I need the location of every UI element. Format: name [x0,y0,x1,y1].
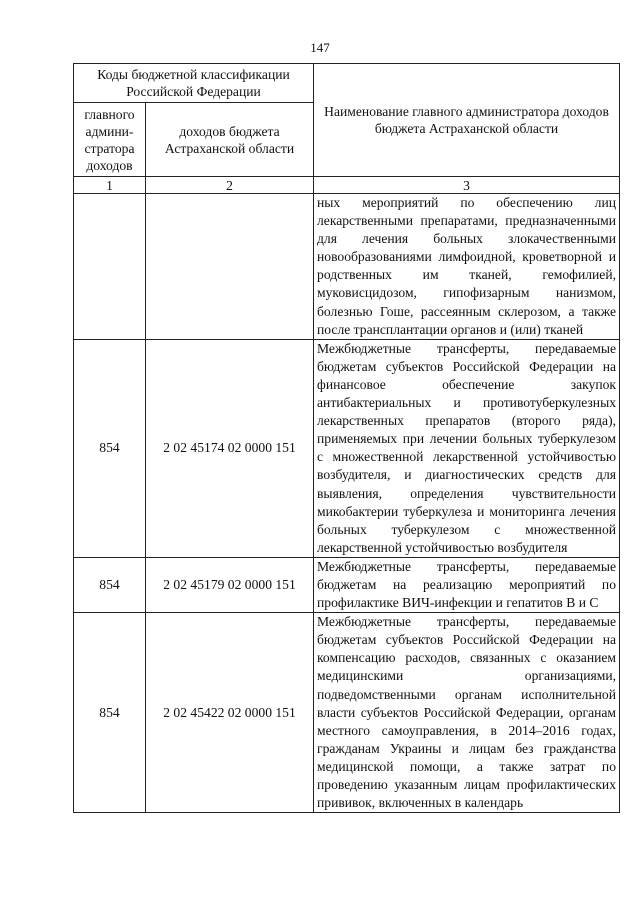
table-row [74,339,620,557]
income-code-cell [146,194,314,340]
income-column-header: доходов бюджета Астраханской области [146,103,314,177]
column-number: 1 [74,177,146,194]
admin-code-cell: 854 [74,557,146,612]
description-cell: Межбюджетные трансферты, передаваемые бюджетам субъектов Российской Федерации на компенсацию расходов, связанных с оказанием медицинскими организациями, подведомственными органам исполнительной власти субъектов Российской Федерации, органам местного самоуправления, в 2014–2016 годах, гражданам Украины и лицам без гражданства медицинской помощи, а также затрат по проведению указанным лицам профилактических прививок, включенных в календарь [314,613,620,813]
name-column-header: Наименование главного администратора доходов бюджета Астраханской области [314,64,620,177]
table-row [74,613,620,813]
codes-group-header: Коды бюджетной классификации Российской Федерации [74,64,314,103]
column-number: 2 [146,177,314,194]
income-code-cell: 2 02 45174 02 0000 151 [146,339,314,557]
page-number: 147 [310,40,330,55]
table-row [74,557,620,612]
description-cell: ных мероприятий по обеспечению лиц лекарственными препаратами, предназначенными для лечения больных злокачественными новообразованиями лимфоидной, кроветворной и родственных им тканей, гемофилией, муковисцидозом, гипофизарным нанизмом, болезнью Гоше, рассеянным склерозом, а также после трансплантации органов и (или) тканей [314,194,620,340]
income-code-cell: 2 02 45179 02 0000 151 [146,557,314,612]
column-numbers-row [74,177,620,194]
admin-code-cell: 854 [74,613,146,813]
admin-code-cell: 854 [74,339,146,557]
table-row [74,194,620,340]
description-cell: Межбюджетные трансферты, передаваемые бюджетам субъектов Российской Федерации на финансовое обеспечение закупок антибактериальных и противотуберкулезных лекарственных препаратов (второго ряда), применяемых при лечении больных туберкулезом с множественной лекарственной устойчивостью возбудителя, и диагностических средств для выявления, определения чувствительности микобактерии туберкулеза и мониторинга лечения больных туберкулезом с множественной лекарственной устойчивостью возбудителя [314,339,620,557]
admin-column-header: главного админи-стратора доходов [74,103,146,177]
income-code-cell: 2 02 45422 02 0000 151 [146,613,314,813]
budget-classification-table [73,63,620,813]
admin-code-cell [74,194,146,340]
column-number: 3 [314,177,620,194]
description-cell: Межбюджетные трансферты, передаваемые бюджетам на реализацию мероприятий по профилактике ВИЧ-инфекции и гепатитов В и С [314,557,620,612]
